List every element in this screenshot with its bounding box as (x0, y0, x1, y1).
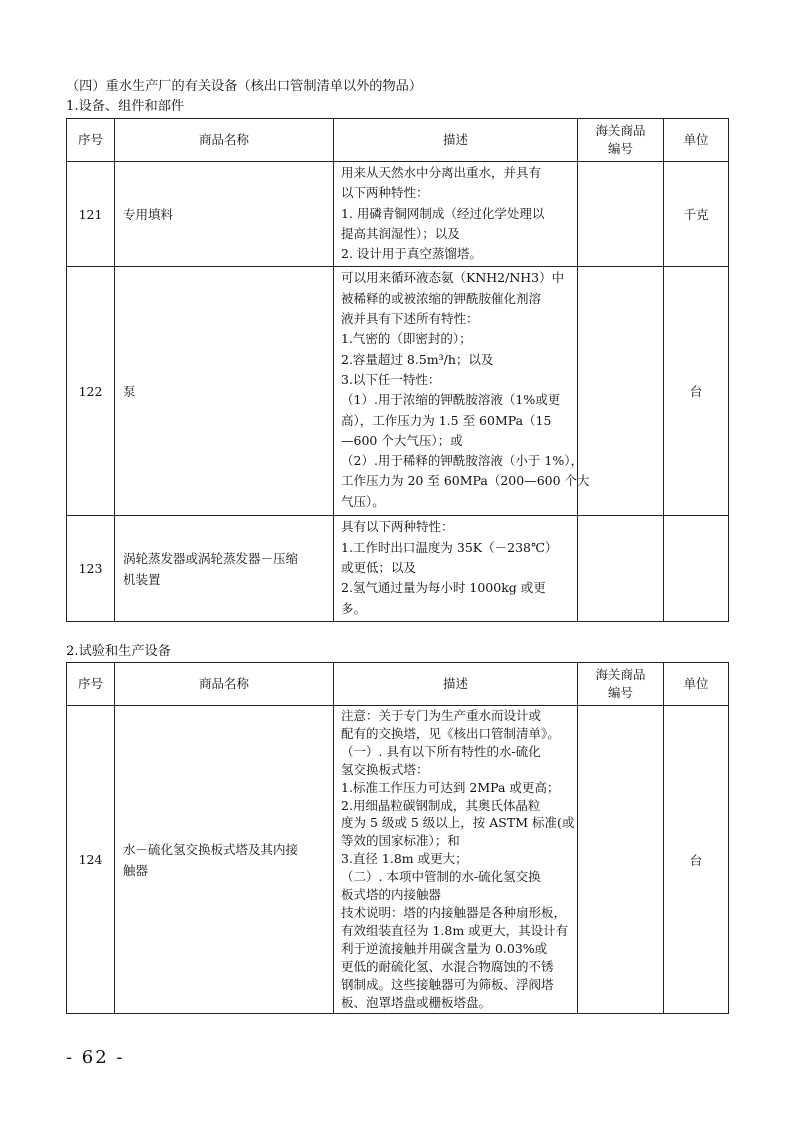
table-row (67, 162, 729, 267)
desc-line: （二）. 本项中管制的水-硫化氢交换 (341, 869, 541, 885)
desc-line: 具有以下两种特性： (341, 519, 454, 535)
desc-line: 2. 设计用于真空蒸馏塔。 (341, 246, 482, 262)
production-equipment-table (66, 662, 729, 1014)
row-code (578, 516, 664, 621)
header-name: 商品名称 (115, 663, 334, 706)
name-line: 机装置 (123, 571, 161, 587)
desc-line: 2.容量超过 8.5m³/h；以及 (341, 351, 494, 367)
row-desc (334, 706, 578, 1014)
desc-line: 工作压力为 20 至 60MPa（200—600 个大 (341, 473, 590, 489)
name-line: 涡轮蒸发器或涡轮蒸发器－压缩 (123, 550, 299, 566)
row-seq: 121 (67, 162, 115, 267)
desc-line: 更低的耐硫化氢、水混合物腐蚀的不锈 (341, 958, 554, 974)
desc-line: 液并具有下述所有特性： (341, 311, 479, 327)
desc-line: 度为 5 级或 5 级以上，按 ASTM 标准(或 (341, 815, 575, 831)
header-seq: 序号 (67, 119, 115, 162)
desc-line: 1.气密的（即密封的）； (341, 331, 472, 347)
row-name (115, 267, 334, 516)
desc-line: 钢制成。这些接触器可为筛板、浮阀塔 (341, 976, 554, 992)
row-seq: 122 (67, 267, 115, 516)
row-unit (664, 516, 729, 621)
desc-line: （一）. 具有以下所有特性的水-硫化 (341, 743, 541, 759)
header-seq: 序号 (67, 663, 115, 706)
row-name (115, 706, 334, 1014)
desc-line: 配有的交换塔，见《核出口管制清单》。 (341, 725, 560, 741)
header-unit: 单位 (664, 119, 729, 162)
desc-line: 提高其润湿性）；以及 (341, 225, 460, 241)
row-code (578, 267, 664, 516)
desc-line: 可以用来循环液态氨（KNH2/NH3）中 (341, 270, 565, 286)
section-title: （四）重水生产厂的有关设备（核出口管制清单以外的物品） (66, 79, 423, 94)
table-row (67, 516, 729, 621)
desc-line: 1. 用磷青铜网制成（经过化学处理以 (341, 205, 545, 221)
desc-line: 以下两种特性： (341, 185, 429, 201)
header-desc: 描述 (334, 663, 578, 706)
header-name: 商品名称 (115, 119, 334, 162)
subsection-title-equipment: 1.设备、组件和部件 (66, 99, 185, 114)
row-code (578, 706, 664, 1014)
row-name (115, 162, 334, 267)
desc-line: 1.工作时出口温度为 35K（－238℃） (341, 539, 558, 555)
name-line: 触器 (123, 862, 149, 878)
subsection-title-production: 2.试验和生产设备 (66, 644, 171, 659)
desc-line: 氢交换板式塔： (341, 761, 429, 777)
header-unit: 单位 (664, 663, 729, 706)
desc-line: —600 个大气压）；或 (341, 432, 463, 448)
row-seq: 123 (67, 516, 115, 621)
row-code (578, 162, 664, 267)
desc-line: （2）.用于稀释的钾酰胺溶液（小于 1%）， (341, 453, 583, 469)
table-header-row (67, 119, 729, 162)
desc-line: （1）.用于浓缩的钾酰胺溶液（1%或更 (341, 392, 561, 408)
desc-line: 1.标准工作压力可达到 2MPa 或更高； (341, 779, 560, 795)
name-line: 泵 (123, 383, 136, 399)
header-code (578, 663, 664, 706)
desc-line: 用来从天然水中分离出重水，并具有 (341, 165, 542, 180)
row-unit: 千克 (664, 162, 729, 267)
desc-line: 3.直径 1.8m 或更大； (341, 851, 468, 867)
desc-line: 注意：关于专门为生产重水而设计或 (341, 708, 542, 723)
row-unit: 台 (664, 706, 729, 1014)
row-name (115, 516, 334, 621)
row-desc (334, 516, 578, 621)
desc-line: 技术说明：塔的内接触器是各种扇形板， (341, 904, 567, 920)
desc-line: 或更低；以及 (341, 560, 417, 576)
desc-line: 板式塔的内接触器 (341, 887, 442, 903)
desc-line: 被稀释的或被浓缩的钾酰胺催化剂溶 (341, 290, 542, 306)
desc-line: 利于逆流接触并用碳含量为 0.03%或 (341, 940, 548, 956)
desc-line: 等效的国家标准）；和 (341, 833, 460, 849)
table-row (67, 267, 729, 516)
header-code-line1: 海关商品 (595, 123, 646, 138)
equipment-table (66, 118, 729, 622)
header-code (578, 119, 664, 162)
table-header-row (67, 663, 729, 706)
header-code-line1: 海关商品 (595, 667, 646, 682)
row-desc (334, 267, 590, 516)
desc-line: 2.氢气通过量为每小时 1000kg 或更 (341, 580, 546, 596)
row-unit: 台 (664, 267, 729, 516)
table-row (67, 706, 729, 1014)
desc-line: 3.以下任一特性： (341, 371, 441, 387)
header-code-line2: 编号 (607, 141, 633, 156)
row-desc (334, 162, 578, 267)
desc-line: 多。 (341, 600, 367, 616)
name-line: 专用填料 (123, 206, 174, 222)
desc-line: 气压）。 (341, 493, 385, 509)
header-code-line2: 编号 (607, 685, 633, 700)
name-line: 水－硫化氢交换板式塔及其内接 (123, 841, 299, 857)
desc-line: 高），工作压力为 1.5 至 60MPa（15 (341, 412, 552, 428)
row-seq: 124 (67, 706, 115, 1014)
desc-line: 板、泡罩塔盘或栅板塔盘。 (341, 994, 492, 1010)
header-desc: 描述 (334, 119, 578, 162)
page-number: - 62 - (66, 1047, 125, 1068)
desc-line: 2.用细晶粒碳钢制成，其奥氏体晶粒 (341, 797, 541, 813)
desc-line: 有效组装直径为 1.8m 或更大，其设计有 (341, 922, 569, 938)
